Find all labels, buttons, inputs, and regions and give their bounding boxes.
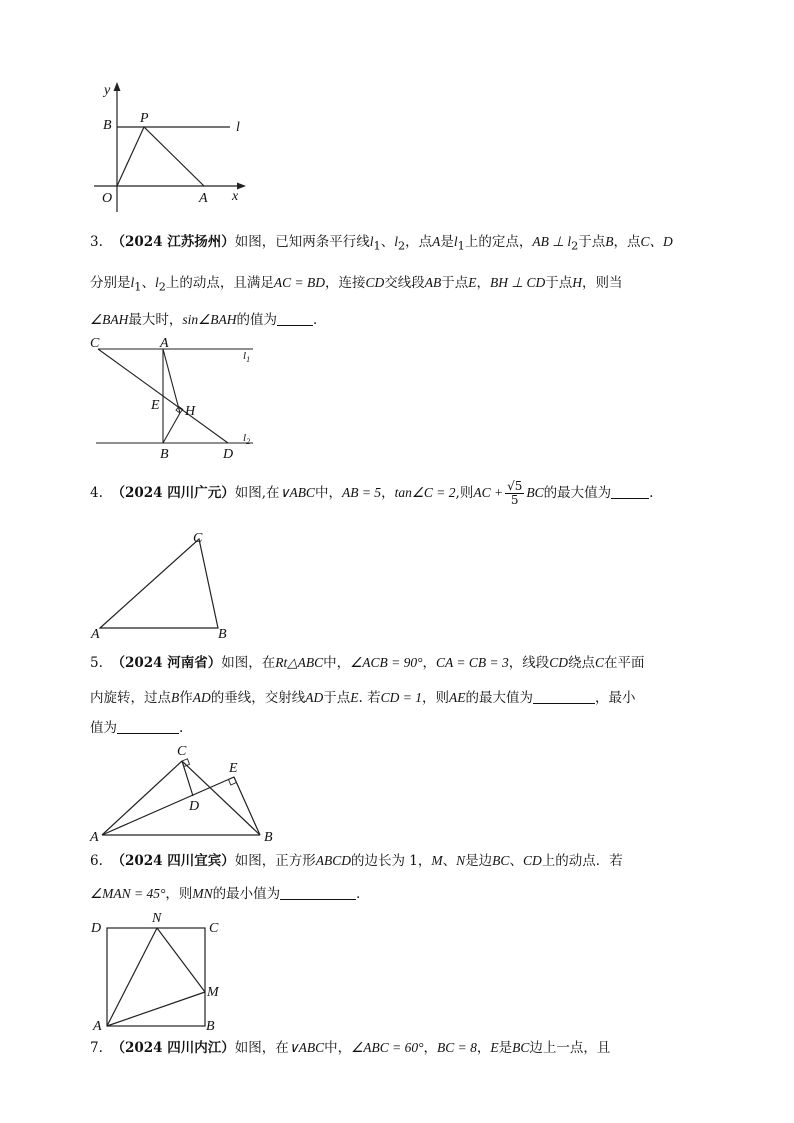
q3-answer-blank[interactable] — [277, 311, 313, 326]
q3-line-3: ∠BAH最大时，sin∠BAH的值为 ． — [90, 312, 327, 328]
q4-figure — [90, 530, 240, 642]
q3-line-2: 分别是$l_1$、$l_2$上的动点，且满足AC = BD，连接CD交线段AB于点E，BH ⊥ CD于点H，则当 — [90, 275, 623, 294]
q4-answer-blank[interactable] — [611, 484, 649, 499]
label-E: E — [151, 398, 160, 413]
fraction-sqrt5-over-5: $\frac{√5}{5}$ — [507, 479, 523, 507]
label-B: B — [103, 118, 112, 133]
label-P: P — [140, 111, 149, 126]
label-l2: $l_2$ — [243, 432, 251, 446]
label-A: A — [160, 336, 169, 351]
label-A: A — [90, 830, 99, 845]
q5-line-2: 内旋转，过点B作AD的垂线，交射线AD于点E. 若CD = 1，则AE的最大值为 ，最小 — [90, 690, 636, 706]
q5-line-1: 5. （2024 河南省）如图，在Rt△ABC中，∠ACB = 90°，CA = CB = 3，线段CD绕点C在平面 — [90, 655, 645, 671]
q7-line-1: 7. （2024 四川内江）如图，在∨ABC中，∠ABC = 60°，BC = 8，E是BC边上一点，且 — [90, 1040, 611, 1056]
q5-min-blank[interactable] — [117, 719, 179, 734]
q6-figure — [90, 908, 230, 1032]
label-A: A — [199, 191, 208, 206]
label-M: M — [207, 985, 219, 1000]
label-l: l — [236, 120, 240, 135]
label-E: E — [229, 761, 238, 776]
label-D: D — [223, 447, 234, 462]
label-C: C — [209, 921, 219, 936]
label-y: y — [104, 83, 111, 98]
label-x: x — [232, 189, 239, 204]
q3-line-1: 3. （2024 江苏扬州）如图，已知两条平行线$l_1$、$l_2$，点A是$l_1$上的定点，AB ⊥ $l_2$于点B，点C、D — [90, 234, 673, 253]
label-O: O — [102, 191, 113, 206]
q6-answer-blank[interactable] — [280, 885, 356, 900]
label-B: B — [160, 447, 169, 462]
label-C: C — [90, 336, 100, 351]
label-B: B — [264, 830, 273, 845]
q3-figure — [88, 337, 268, 462]
q4-line-1: 4. （2024 四川广元）如图,在∨ABC中，AB = 5，tan∠C = 2,则AC + $\frac{√5}{5}$ BC的最大值为 . — [90, 479, 654, 507]
label-l1: $l_1$ — [243, 350, 251, 364]
label-A: A — [91, 627, 100, 642]
q6-line-2: ∠MAN = 45°，则MN的最小值为 ． — [90, 886, 370, 902]
label-D: D — [91, 921, 102, 936]
label-D: D — [189, 799, 200, 814]
label-C: C — [177, 744, 187, 759]
q5-line-3: 值为 . — [90, 720, 184, 736]
coordinate-figure — [90, 78, 260, 218]
label-N: N — [152, 911, 162, 926]
q5-max-blank[interactable] — [533, 689, 595, 704]
label-C: C — [193, 531, 203, 546]
label-B: B — [206, 1019, 215, 1034]
label-B: B — [218, 627, 227, 642]
q6-line-1: 6. （2024 四川宜宾）如图，正方形ABCD的边长为 1，M、N是边BC、CD上的动点．若 — [90, 853, 623, 869]
label-H: H — [185, 404, 196, 419]
q5-figure — [88, 740, 288, 843]
label-A: A — [93, 1019, 102, 1034]
